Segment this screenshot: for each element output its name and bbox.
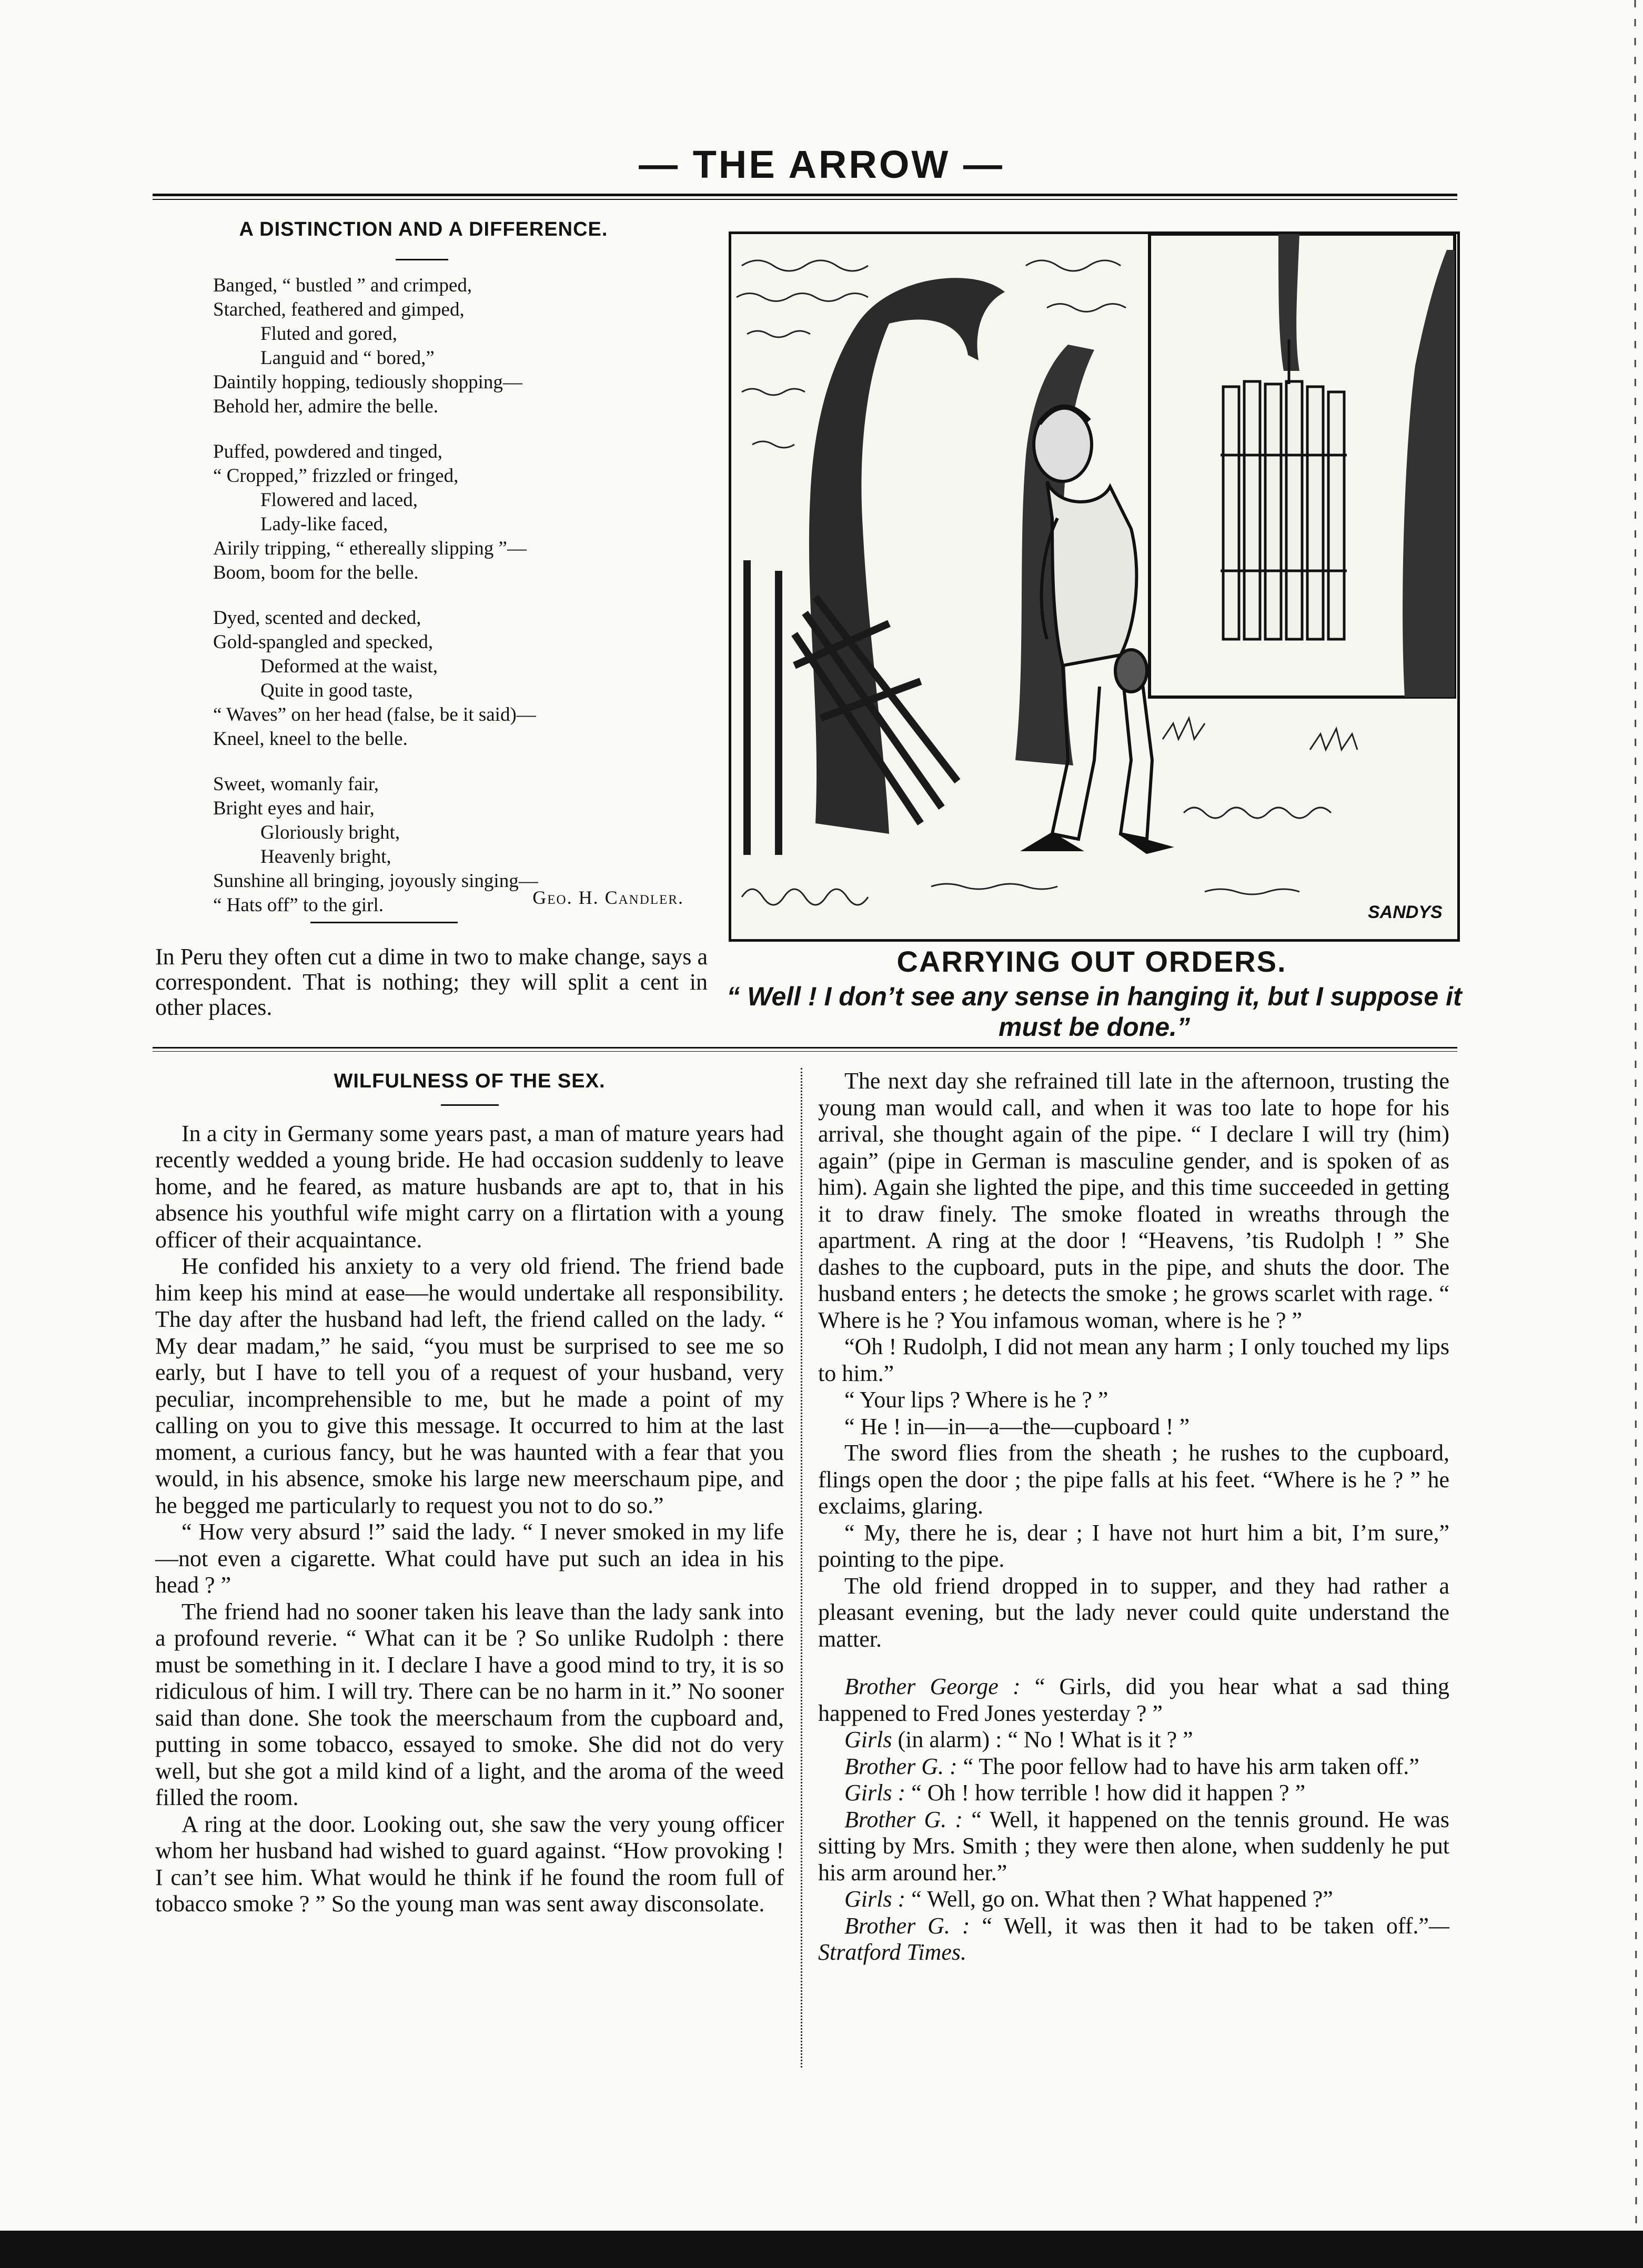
joke-source: —Stratford Times.: [818, 1912, 1450, 1965]
joke-text: “ Well, go on. What then ? What happened ?”: [905, 1886, 1333, 1912]
caption-text: “ Well ! I don’t see any sense in hanging it, but I suppose it must be done.”: [727, 982, 1462, 1042]
illustration-drawing: [731, 234, 1457, 939]
header-rule: [153, 194, 1457, 196]
joke-text: “ Girls, did you hear what a sad thing happened to Fred Jones yesterday ? ”: [818, 1674, 1450, 1726]
poem-line: Sunshine all bringing, joyously singing—: [213, 870, 538, 892]
page-edge: [1625, 0, 1643, 2231]
article-title-rule: [441, 1104, 499, 1106]
joke-line: [818, 1886, 1449, 1913]
poem-line: Gloriously bright,: [260, 822, 400, 843]
poem-line: Gold-spangled and specked,: [213, 631, 434, 653]
article-column-left: [155, 1068, 784, 1918]
joke-text: “ Well, it happened on the tennis ground. He was sitting by Mrs. Smith ; they were then alone, when suddenly he put his arm around her.”: [818, 1806, 1449, 1886]
poem-line: Deformed at the waist,: [260, 656, 438, 677]
poem-line: Starched, feathered and gimped,: [213, 299, 465, 320]
joke-line: [818, 1727, 1449, 1753]
article-paragraph: A ring at the door. Looking out, she saw the very young officer whom her husband had wished to guard against. “How provoking ! I can’t see him. What would he think if he found the room full of tobacco smoke ? ” So the young man was sent away disconsolate.: [155, 1811, 784, 1917]
poem-body: [213, 274, 687, 939]
joke-speaker: Brother G. :: [844, 1912, 970, 1939]
joke-text: “ Well, it was then it had to be taken off.”: [970, 1912, 1429, 1939]
poem-line: Fluted and gored,: [260, 323, 397, 345]
poem-line: Airily tripping, “ ethereally slipping ”—: [213, 538, 527, 559]
joke-speaker: Girls :: [844, 1780, 906, 1806]
poem-line: Kneel, kneel to the belle.: [213, 728, 408, 750]
poem-line: Daintily hopping, tediously shopping—: [213, 371, 522, 393]
poem-line: Boom, boom for the belle.: [213, 562, 419, 583]
illustration: [729, 231, 1460, 942]
page-bottom-bar: [0, 2231, 1643, 2268]
poem-stanza: [213, 440, 687, 585]
column-separator: [801, 1068, 802, 2068]
article-paragraph: He confided his anxiety to a very old friend. The friend bade him keep his mind at ease—he would undertake all responsibility. The day after the husband had left, the friend called on the lady. “ My dear madam,” he said, “you must be surprised to see me so early, but I have to tell you of a request of your husband, very peculiar, incomprehensible to me, but he made a point of my calling on you to give this message. It occurred to him at the last moment, a curious fancy, but he was haunted with a fear that you would, in his absence, smoke his large new meerschaum pipe, and he begged me particularly to request you not to do so.”: [155, 1253, 784, 1518]
poem-line: Sweet, womanly fair,: [213, 773, 379, 795]
joke-line: [818, 1780, 1449, 1807]
poem-line: Behold her, admire the belle.: [213, 396, 438, 417]
article-paragraph: “ He ! in—in—a—the—cupboard ! ”: [844, 1413, 1190, 1439]
section-rule-thin: [153, 1051, 1457, 1052]
joke-text: “ The poor fellow had to have his arm taken off.”: [957, 1753, 1419, 1779]
poem-line: Lady-like faced,: [260, 513, 388, 535]
article-paragraph: “ How very absurd !” said the lady. “ I never smoked in my life—not even a cigarette. What could have put such an idea in his head ? ”: [155, 1519, 784, 1598]
peru-note: In Peru they often cut a dime in two to make change, says a correspondent. That is nothing; they will split a cent in other places.: [155, 944, 708, 1020]
poem-stanza: [213, 274, 687, 419]
poem-line: “ Hats off” to the girl.: [213, 894, 384, 916]
joke-text: “ Oh ! how terrible ! how did it happen ? ”: [905, 1780, 1306, 1806]
poem-end-rule: [310, 922, 458, 923]
joke-speaker: Brother George :: [844, 1674, 1021, 1699]
article-paragraph: The friend had no sooner taken his leave than the lady sank into a profound reverie. “ What can it be ? So unlike Rudolph : there must be something in it. I declare I have a good mind to try, it is so ridiculous of him. I will try. There can be no harm in it.” No sooner said than done. She took the meerschaum from the cupboard and, putting in some tobacco, essayed to smoke. She did not do very well, but she got a mild kind of a light, and the aroma of the weed filled the room.: [155, 1598, 784, 1810]
poem-line: Flowered and laced,: [260, 489, 418, 511]
poem-title-rule: [396, 259, 448, 260]
article-paragraph: The old friend dropped in to supper, and they had rather a pleasant evening, but the lady never could quite understand the matter.: [818, 1573, 1449, 1652]
poem-line: Banged, “ bustled ” and crimped,: [213, 275, 472, 296]
article-paragraph: “ Your lips ? Where is he ? ”: [844, 1387, 1108, 1413]
poem-author: Geo. H. Candler.: [532, 887, 684, 908]
joke-text: (in alarm) : “ No ! What is it ? ”: [892, 1727, 1193, 1752]
poem-line: “ Waves” on her head (false, be it said)—: [213, 704, 536, 725]
article-column-right: [818, 1068, 1449, 1966]
poem-line: “ Cropped,” frizzled or fringed,: [213, 465, 459, 487]
article-title: WILFULNESS OF THE SEX.: [334, 1070, 606, 1092]
poem-line: Dyed, scented and decked,: [213, 607, 421, 629]
page-title: THE ARROW: [692, 143, 951, 186]
poem-line: Quite in good taste,: [260, 680, 413, 701]
joke-line: [818, 1807, 1449, 1887]
page-header: — THE ARROW —: [639, 143, 1004, 186]
joke-line: [818, 1753, 1449, 1780]
header-rule-thin: [153, 199, 1457, 200]
joke-speaker: Girls :: [844, 1886, 906, 1912]
joke-speaker: Brother G. :: [844, 1806, 963, 1832]
joke-gap: [818, 1652, 1449, 1674]
article-paragraph: In a city in Germany some years past, a man of mature years had recently wedded a young bride. He had occasion suddenly to leave home, and he feared, as mature husbands are apt to, that in his absence his youthful wife might carry on a flirtation with a young officer of their acquaintance.: [155, 1120, 784, 1253]
poem-line: Heavenly bright,: [260, 846, 391, 868]
poem-line: Languid and “ bored,”: [260, 347, 435, 369]
article-paragraph: “Oh ! Rudolph, I did not mean any harm ; I only touched my lips to him.”: [818, 1334, 1449, 1386]
article-paragraph: “ My, there he is, dear ; I have not hurt him a bit, I’m sure,” pointing to the pipe.: [818, 1519, 1449, 1572]
article-paragraph: The next day she refrained till late in the afternoon, trusting the young man would call, and when it was too late to hope for his arrival, she thought again of the pipe. “ I declare I will try (him) again” (pipe in German is masculine gender, and is spoken of as him). Again she lighted the pipe, and this time succeeded in getting it to draw finely. The smoke floated in wreaths through the apartment. A ring at the door ! “Heavens, ’tis Rudolph ! ” She dashes to the cupboard, puts in the pipe, and shuts the door. The husband enters ; he detects the smoke ; he grows scarlet with rage. “ Where is he ? You infamous woman, where is he ? ”: [818, 1068, 1449, 1333]
poem-line: Puffed, powdered and tinged,: [213, 441, 443, 462]
illustration-signature: SANDYS: [1368, 902, 1443, 922]
joke-line: [818, 1674, 1449, 1727]
joke-speaker: Girls: [844, 1727, 892, 1752]
poem-stanza: [213, 606, 687, 751]
poem-line: Bright eyes and hair,: [213, 798, 375, 819]
article-paragraph: The sword flies from the sheath ; he rushes to the cupboard, flings open the door ; the pipe falls at his feet. “Where is he ? ” he exclaims, glaring.: [818, 1440, 1449, 1519]
section-rule: [153, 1047, 1457, 1049]
joke-line: [818, 1913, 1449, 1966]
caption-title: CARRYING OUT ORDERS.: [896, 945, 1287, 978]
joke-speaker: Brother G. :: [844, 1753, 957, 1779]
poem-title: A DISTINCTION AND A DIFFERENCE.: [239, 218, 608, 240]
